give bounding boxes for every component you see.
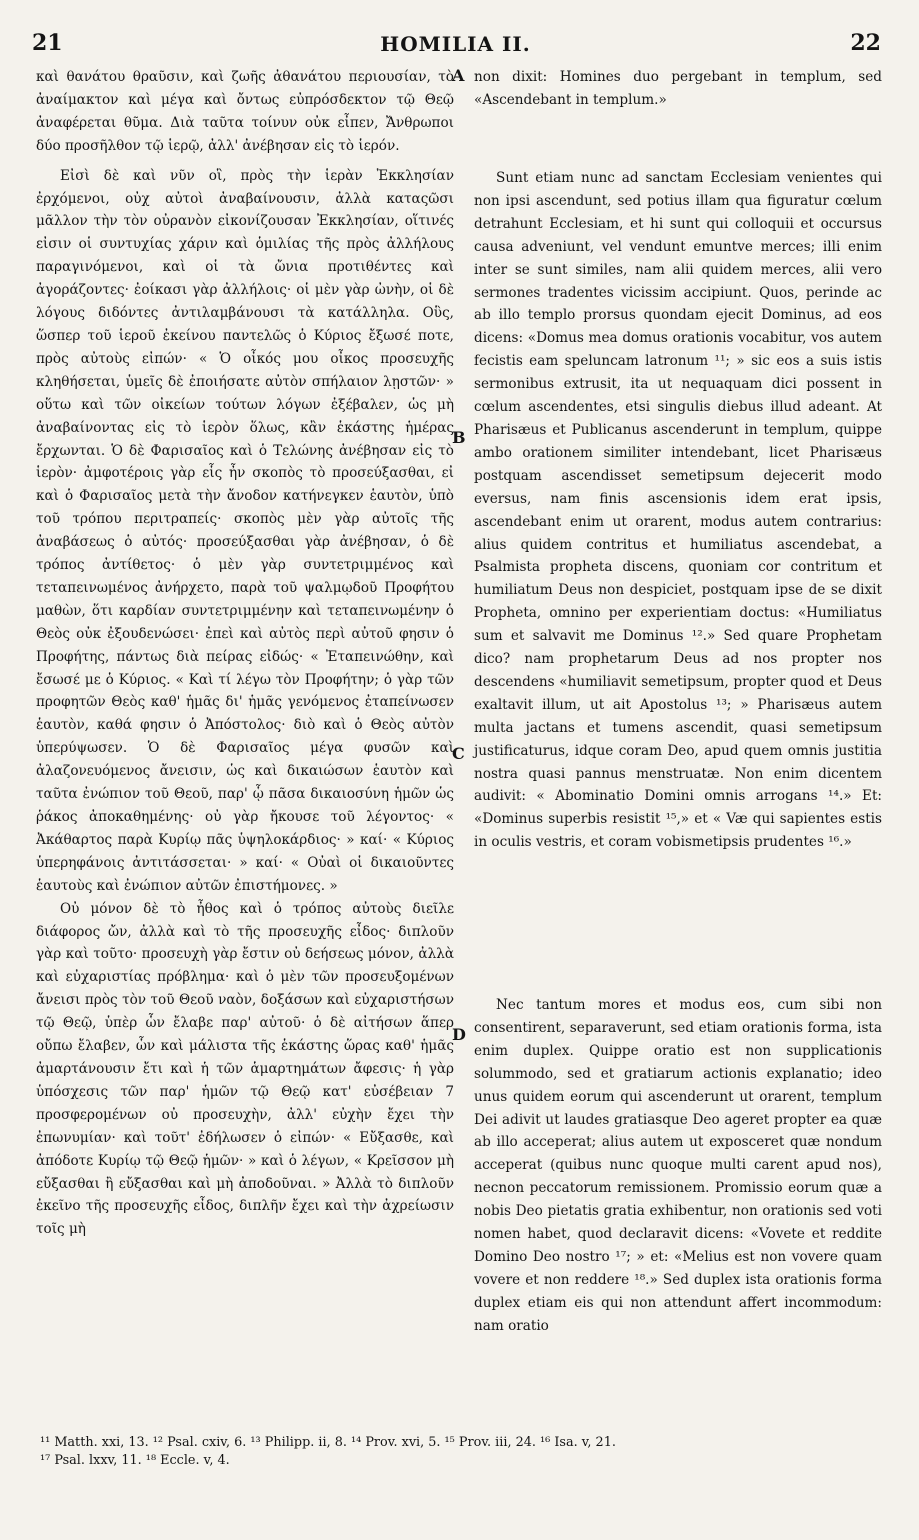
- latin-block-2: [474, 167, 882, 854]
- margin-marker-d: D: [452, 1025, 466, 1044]
- latin-paragraph-2: Sunt etiam nunc ad sanctam Ecclesiam venientes qui non ipsi ascendunt, sed potius illam qua figuratur cœlum detrahunt Ecclesiam, et hi sunt qui colloquii et occursus causa adveniunt, vel vendunt emuntve merces; illi enim inter se sunt similes, nam alii quidem merces, alii vero sermones tradentes vicissim accipiunt. Quos, perinde ac ab illo templo prorsus quondam ejecit Dominus, ad eos dicens: «Domus mea domus orationis vocabitur, vos autem fecistis eam speluncam latronum ¹¹; » sic eos a suis istis sermonibus extrusit, ita ut nequaquam dici possent in cœlum ascendentes, etsi singulis diebus illud adeant. At Pharisæus et Publicanus ascenderunt in templum, quippe ambo orationem similiter intendebant, licet Pharisæus postquam ascendisset semetipsum dejecerit modo eversus, nam finis ascensionis idem erat ipsis, ascendebant enim ut orarent, modus autem contrarius: alius quidem contritus et humiliatus ascendebat, a Psalmista propheta discens, quoniam cor contritum et humiliatum Deus non despiciet, postquam ipse de se dixit Propheta, omnino per experientiam doctus: «Humiliatus sum et salvavit me Dominus ¹².» Sed quare Prophetam dico? nam prophetarum Deus ad nos propter nos descendens «humiliavit semetipsum, propter quod et Deus exaltavit illum, ut ait Apostolus ¹³; » Pharisæus autem multa jactans et tumens ascendit, quasi semetipsum justificaturus, idque coram Deo, apud quem omnis justitia nostra quasi pannus menstruatæ. Non enim dicentem audivit: « Abominatio Domini omnis arrogans ¹⁴.» Et: «Dominus superbis resistit ¹⁵,» et « Væ qui sapientes estis in oculis vestris, et coram vobismetipsis prudentes ¹⁶.»: [474, 170, 882, 851]
- page-number-right: 22: [850, 30, 881, 56]
- greek-paragraph-3: Οὐ μόνον δὲ τὸ ἦθος καὶ ὁ τρόπος αὐτοὺς διεῖλε διάφορος ὤν, ἀλλὰ καὶ τὸ τῆς προσευχῆς εἶδος· διπλοῦν γὰρ καὶ τοῦτο· προσευχὴ γὰρ ἔστιν οὐ δεήσεως μόνον, ἀλλὰ καὶ εὐχαριστίας πρόβλημα· καὶ ὁ μὲν τῶν προσευξομένων ἄνεισι πρὸς τὸν τοῦ Θεοῦ ναὸν, δοξάσων καὶ εὐχαριστήσων τῷ Θεῷ, ὑπὲρ ὧν ἔλαβε παρ' αὐτοῦ· ὁ δὲ αἰτήσων ἅπερ οὔπω ἔλαβεν, ὧν καὶ μάλιστα τῆς ἑκάστης ὥρας καθ' ἡμᾶς ἀμαρτάνουσιν ἔτι καὶ ἡ τῶν ἁμαρτημάτων ἄφεσις· ἡ γὰρ ὑπόσχεσις τῶν παρ' ἡμῶν τῷ Θεῷ κατ' εὐσέβειαν 7 προσφερομένων οὐ προσευχὴν, ἀλλ' εὐχὴν ἔχει τὴν ἐπωνυμίαν· καὶ τοῦτ' ἐδήλωσεν ὁ εἰπών· « Εὔξασθε, καὶ ἀπόδοτε Κυρίῳ τῷ Θεῷ ἡμῶν· » καὶ ὁ λέγων, « Κρεῖσσον μὴ εὔξασθαι ἢ εὔξασθαι καὶ μὴ ἀποδοῦναι. » Ἀλλὰ τὸ διπλοῦν ἐκεῖνο τῆς προσευχῆς εἶδος, διπλῆν ἔχει καὶ τὴν ἀχρείωσιν τοῖς μὴ: [36, 900, 454, 1238]
- greek-paragraph-2: Εἰσὶ δὲ καὶ νῦν οἳ, πρὸς τὴν ἱερὰν Ἐκκλησίαν ἐρχόμενοι, οὐχ αὐτοὶ ἀναβαίνουσιν, ἀλλὰ καταςῶσι μᾶλλον τὴν τὸν οὐρανὸν εἰκονίζουσαν Ἐκκλησίαν, οἵτινές εἰσιν οἱ συντυχίας χάριν καὶ ὁμιλίας τῆς πρὸς ἀλλήλους παραγινόμενοι, καὶ οἱ τὰ ὤνια προτιθέντες καὶ ἀγοράζοντες· ἐοίκασι γὰρ ἀλλήλοις· οἱ μὲν γὰρ ὠνὴν, οἱ δὲ λόγους διδόντες ἀντιλαμβάνουσι τὰ κατάλληλα. Οὓς, ὥσπερ τοῦ ἱεροῦ ἐκείνου παντελῶς ὁ Κύριος ἔξωσέ ποτε, πρὸς αὐτοὺς εἰπών· « Ὁ οἶκός μου οἶκος προσευχῆς κληθήσεται, ὑμεῖς δὲ ἐποιήσατε αὐτὸν σπήλαιον λῃστῶν· » οὕτω καὶ τῶν οἰκείων τούτων λόγων ἐξέβαλεν, ὡς μὴ ἀναβαίνοντας εἰς τὸ ἱερὸν ὅλως, κἂν ἑκάστης ἡμέρας ἔρχωνται. Ὁ δὲ Φαρισαῖος καὶ ὁ Τελώνης ἀνέβησαν εἰς τὸ ἱερὸν· ἀμφοτέροις γὰρ εἷς ἦν σκοπὸς τὸ προσεύξασθαι, εἰ καὶ ὁ Φαρισαῖος μετὰ τὴν ἄνοδον κατήνεγκεν ἑαυτὸν, ὑπὸ τοῦ τρόπου περιτραπείς· σκοπὸς μὲν γὰρ αὐτοῖς τῆς ἀναβάσεως ὁ αὐτός· προσεύξασθαι γὰρ ἀνέβησαν, ὁ δὲ τρόπος ἀντίθετος· ὁ μὲν γὰρ συντετριμμένος καὶ τεταπεινωμένος ἀνήρχετο, παρὰ τοῦ ψαλμῳδοῦ Προφήτου μαθὼν, ὅτι καρδίαν συντετριμμένην καὶ τεταπεινωμένην ὁ Θεὸς οὐκ ἐξουδενώσει· ἐπεὶ καὶ αὐτὸς περὶ αὐτοῦ φησιν ὁ Προφήτης, πάντως διὰ πείρας εἰδώς· « Ἐταπεινώθην, καὶ ἔσωσέ με ὁ Κύριος. « Καὶ τί λέγω τὸν Προφήτην; ὁ γὰρ τῶν προφητῶν Θεὸς καθ' ἡμᾶς δι' ἡμᾶς γενόμενος ἐταπείνωσεν ἑαυτὸν, καθά φησιν ὁ Ἀπόστολος· διὸ καὶ ὁ Θεὸς αὐτὸν ὑπερύψωσεν. Ὁ δὲ Φαρισαῖος μέγα φυσῶν καὶ ἀλαζονευόμενος ἄνεισιν, ὡς καὶ δικαιώσων ἑαυτὸν καὶ ταῦτα ἐνώπιον τοῦ Θεοῦ, παρ' ᾧ πᾶσα δικαιοσύνη ἡμῶν ὡς ῥάκος ἀποκαθημένης· οὐ γὰρ ἤκουσε τοῦ λέγοντος· « Ἀκάθαρτος παρὰ Κυρίῳ πᾶς ὑψηλοκάρδιος· » καί· « Κύριος ὑπερηφάνοις ἀντιτάσσεται· » καί· « Οὐαὶ οἱ δικαιοῦντες ἑαυτοὺς καὶ ἐνώπιον αὐτῶν ἐπιστήμονες. »: [36, 167, 454, 894]
- footnotes: [40, 1434, 890, 1470]
- page-title: HOMILIA II.: [380, 32, 531, 56]
- footnote-line-2: ¹⁷ Psal. lxxv, 11. ¹⁸ Eccle. v, 4.: [40, 1453, 230, 1468]
- greek-paragraph-1: καὶ θανάτου θραῦσιν, καὶ ζωῆς ἀθανάτου περιουσίαν, τὸ ἀναίμακτον καὶ μέγα καὶ ὄντως εὐπρόσδεκτον τῷ Θεῷ ἀναφέρεται θῦμα. Διὰ ταῦτα τοίνυν οὐκ εἶπεν, Ἄνθρωποι δύο προσῆλθον τῷ ἱερῷ, ἀλλ' ἀνέβησαν εἰς τὸ ἱερόν.: [36, 69, 454, 154]
- latin-paragraph-1: non dixit: Homines duo pergebant in templum, sed «Ascendebant in templum.»: [474, 69, 882, 108]
- page-header: [30, 30, 881, 60]
- page-number-left: 21: [32, 30, 63, 56]
- footnote-line-1: ¹¹ Matth. xxi, 13. ¹² Psal. cxiv, 6. ¹³ Philipp. ii, 8. ¹⁴ Prov. xvi, 5. ¹⁵ Prov. iii, 24. ¹⁶ Isa. v, 21.: [40, 1435, 616, 1450]
- margin-marker-a: A: [452, 66, 465, 85]
- latin-block-3: [474, 994, 882, 1338]
- latin-block-1: [474, 66, 882, 112]
- margin-marker-b: B: [452, 428, 466, 447]
- margin-marker-c: C: [452, 744, 465, 763]
- latin-paragraph-3: Nec tantum mores et modus eos, cum sibi non consentirent, separaverunt, sed etiam orationis forma, ista enim duplex. Quippe oratio est non supplicationis solummodo, sed et gratiarum actionis explanatio; ideo unus quidem eorum qui ascenderunt ut orarent, templum Dei adivit ut laudes gratiasque Deo ageret propter ea quæ ab illo acceperat; alius autem ut exposceret quæ nondum acceperat (quibus nunc quoque multi carent apud nos), necnon peccatorum remissionem. Promissio eorum quæ a nobis Deo pietatis gratia exhibentur, non orationis sed voti nomen habet, quod declaravit dicens: «Vovete et reddite Domino Deo nostro ¹⁷; » et: «Melius est non vovere quam vovere et non reddere ¹⁸.» Sed duplex ista orationis forma duplex etiam eis qui non attendunt affert incommodum: nam oratio: [474, 997, 882, 1334]
- greek-column: [36, 66, 454, 1241]
